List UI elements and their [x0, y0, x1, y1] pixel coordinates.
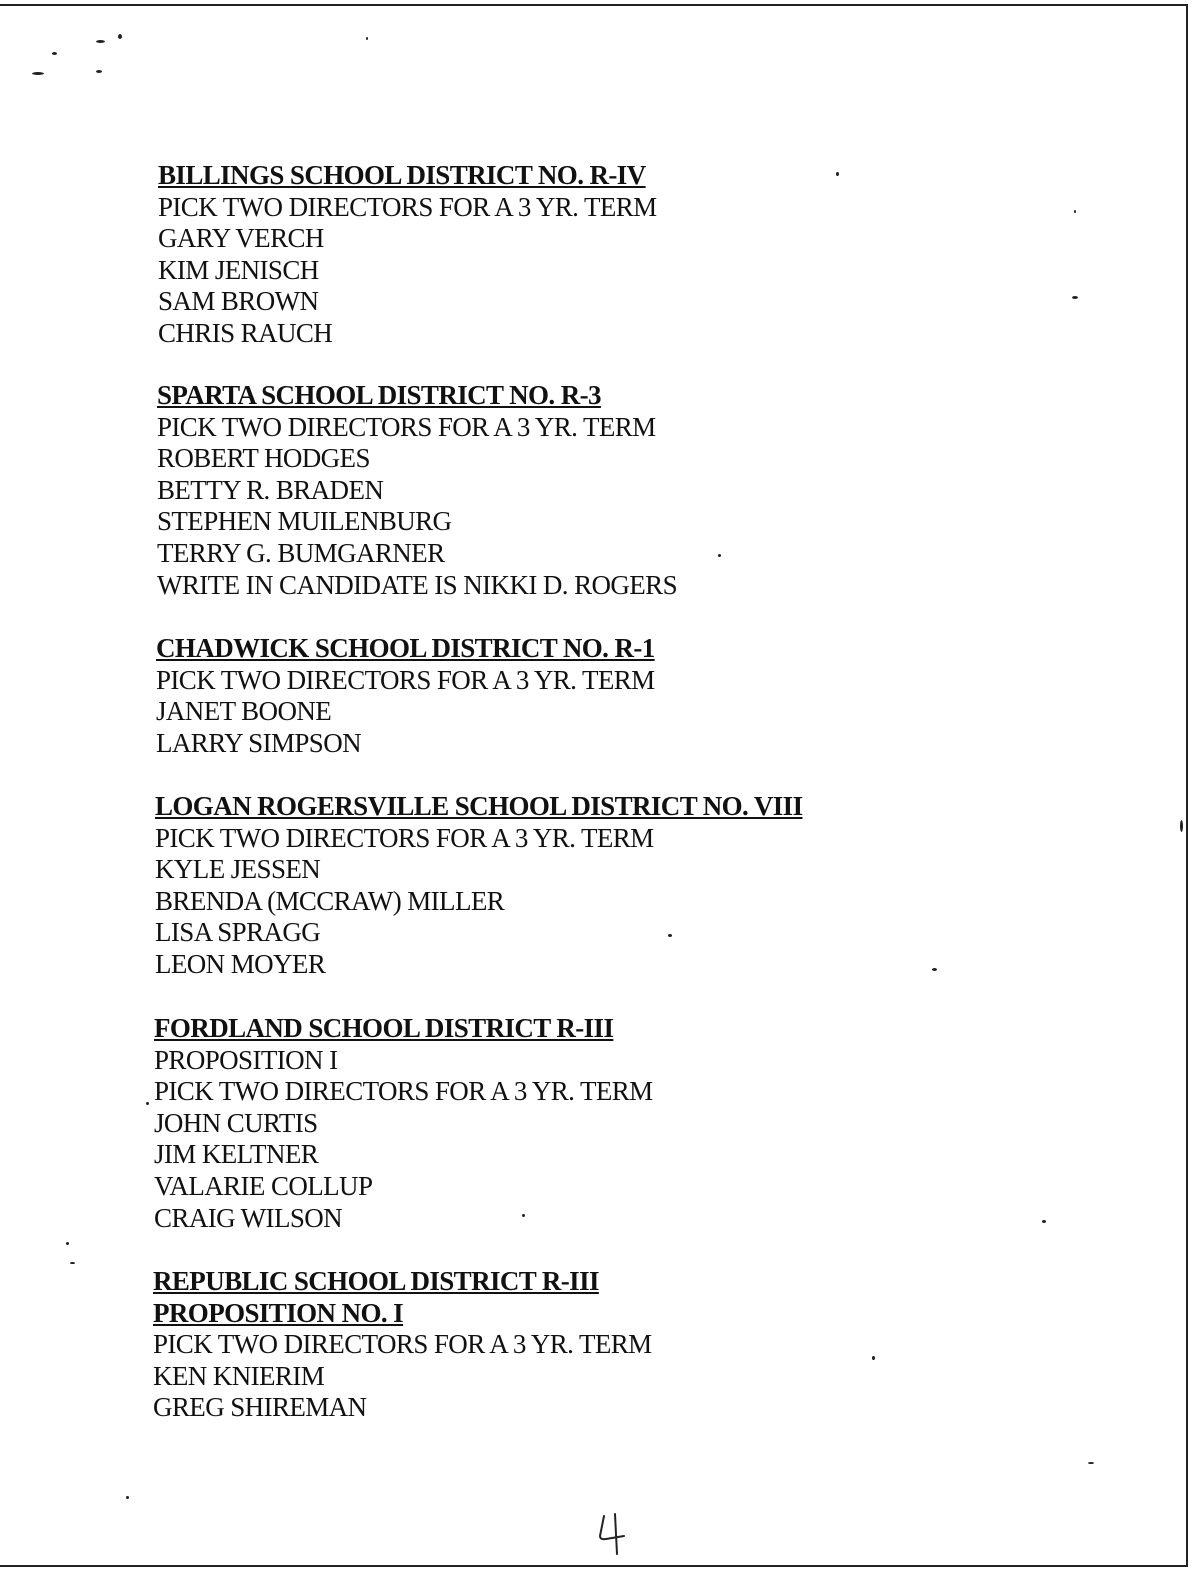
district-heading: BILLINGS SCHOOL DISTRICT NO. R-IV	[158, 160, 646, 190]
page-border-bottom	[0, 1565, 1188, 1567]
candidate-name: ROBERT HODGES	[157, 443, 370, 474]
district-section-logan-rogersville	[155, 791, 803, 981]
scan-speck	[872, 1356, 875, 1360]
candidate-name: JIM KELTNER	[154, 1139, 319, 1170]
write-in-note: WRITE IN CANDIDATE IS NIKKI D. ROGERS	[157, 569, 678, 600]
candidate-name: BETTY R. BRADEN	[157, 474, 384, 505]
candidate-name: LISA SPRAGG	[155, 917, 321, 948]
candidate-name: TERRY G. BUMGARNER	[157, 537, 445, 568]
candidate-name: JANET BOONE	[156, 696, 332, 727]
ballot-instruction: PICK TWO DIRECTORS FOR A 3 YR. TERM	[154, 1076, 653, 1107]
proposition-heading: PROPOSITION NO. I	[153, 1297, 404, 1328]
ballot-instruction: PICK TWO DIRECTORS FOR A 3 YR. TERM	[156, 664, 655, 695]
scan-speck	[1042, 1220, 1046, 1223]
scan-speck	[66, 1242, 69, 1245]
candidate-name: VALARIE COLLUP	[154, 1170, 373, 1201]
district-section-republic	[153, 1266, 652, 1424]
scan-speck	[1072, 296, 1078, 299]
scan-speck	[52, 52, 57, 55]
district-section-billings	[158, 160, 657, 350]
ballot-instruction: PICK TWO DIRECTORS FOR A 3 YR. TERM	[155, 822, 654, 853]
scan-speck	[1088, 1462, 1094, 1464]
district-heading: LOGAN ROGERSVILLE SCHOOL DISTRICT NO. VIII	[155, 791, 803, 821]
scan-speck	[836, 172, 839, 176]
district-heading: SPARTA SCHOOL DISTRICT NO. R-3	[157, 380, 601, 410]
scan-speck	[366, 37, 368, 40]
scan-speck	[32, 72, 44, 75]
candidate-name: GARY VERCH	[158, 223, 324, 254]
candidate-name: CRAIG WILSON	[154, 1202, 343, 1233]
scan-speck	[126, 1496, 129, 1499]
district-section-sparta	[157, 380, 677, 601]
district-section-chadwick	[156, 633, 655, 759]
scan-speck	[146, 1102, 149, 1105]
district-heading: REPUBLIC SCHOOL DISTRICT R-III	[153, 1266, 599, 1296]
candidate-name: GREG SHIREMAN	[153, 1392, 367, 1423]
page-number	[596, 1512, 636, 1556]
page-border-right	[1186, 4, 1188, 1566]
candidate-name: LEON MOYER	[155, 948, 326, 979]
candidate-name: SAM BROWN	[158, 286, 319, 317]
scan-speck	[1074, 210, 1076, 213]
candidate-name: KEN KNIERIM	[153, 1360, 325, 1391]
candidate-name: LARRY SIMPSON	[156, 727, 362, 758]
candidate-name: CHRIS RAUCH	[158, 317, 333, 348]
scan-speck	[718, 554, 721, 557]
candidate-name: BRENDA (MCCRAW) MILLER	[155, 885, 505, 916]
ballot-instruction: PICK TWO DIRECTORS FOR A 3 YR. TERM	[157, 411, 656, 442]
district-section-fordland	[154, 1013, 653, 1234]
district-heading: FORDLAND SCHOOL DISTRICT R-III	[154, 1013, 614, 1043]
ballot-instruction: PICK TWO DIRECTORS FOR A 3 YR. TERM	[158, 191, 657, 222]
scan-speck	[118, 34, 122, 39]
scan-speck	[96, 70, 102, 73]
scan-speck	[96, 40, 105, 43]
ballot-instruction: PICK TWO DIRECTORS FOR A 3 YR. TERM	[153, 1329, 652, 1360]
candidate-name: JOHN CURTIS	[154, 1107, 318, 1138]
district-heading: CHADWICK SCHOOL DISTRICT NO. R-1	[156, 633, 655, 663]
scan-speck	[70, 1262, 75, 1264]
candidate-name: KIM JENISCH	[158, 254, 319, 285]
candidate-name: KYLE JESSEN	[155, 854, 321, 885]
scan-speck	[1180, 820, 1183, 832]
proposition-label: PROPOSITION I	[154, 1044, 338, 1075]
scan-speck	[932, 968, 937, 971]
page-border-top	[0, 4, 1186, 6]
candidate-name: STEPHEN MUILENBURG	[157, 506, 452, 537]
